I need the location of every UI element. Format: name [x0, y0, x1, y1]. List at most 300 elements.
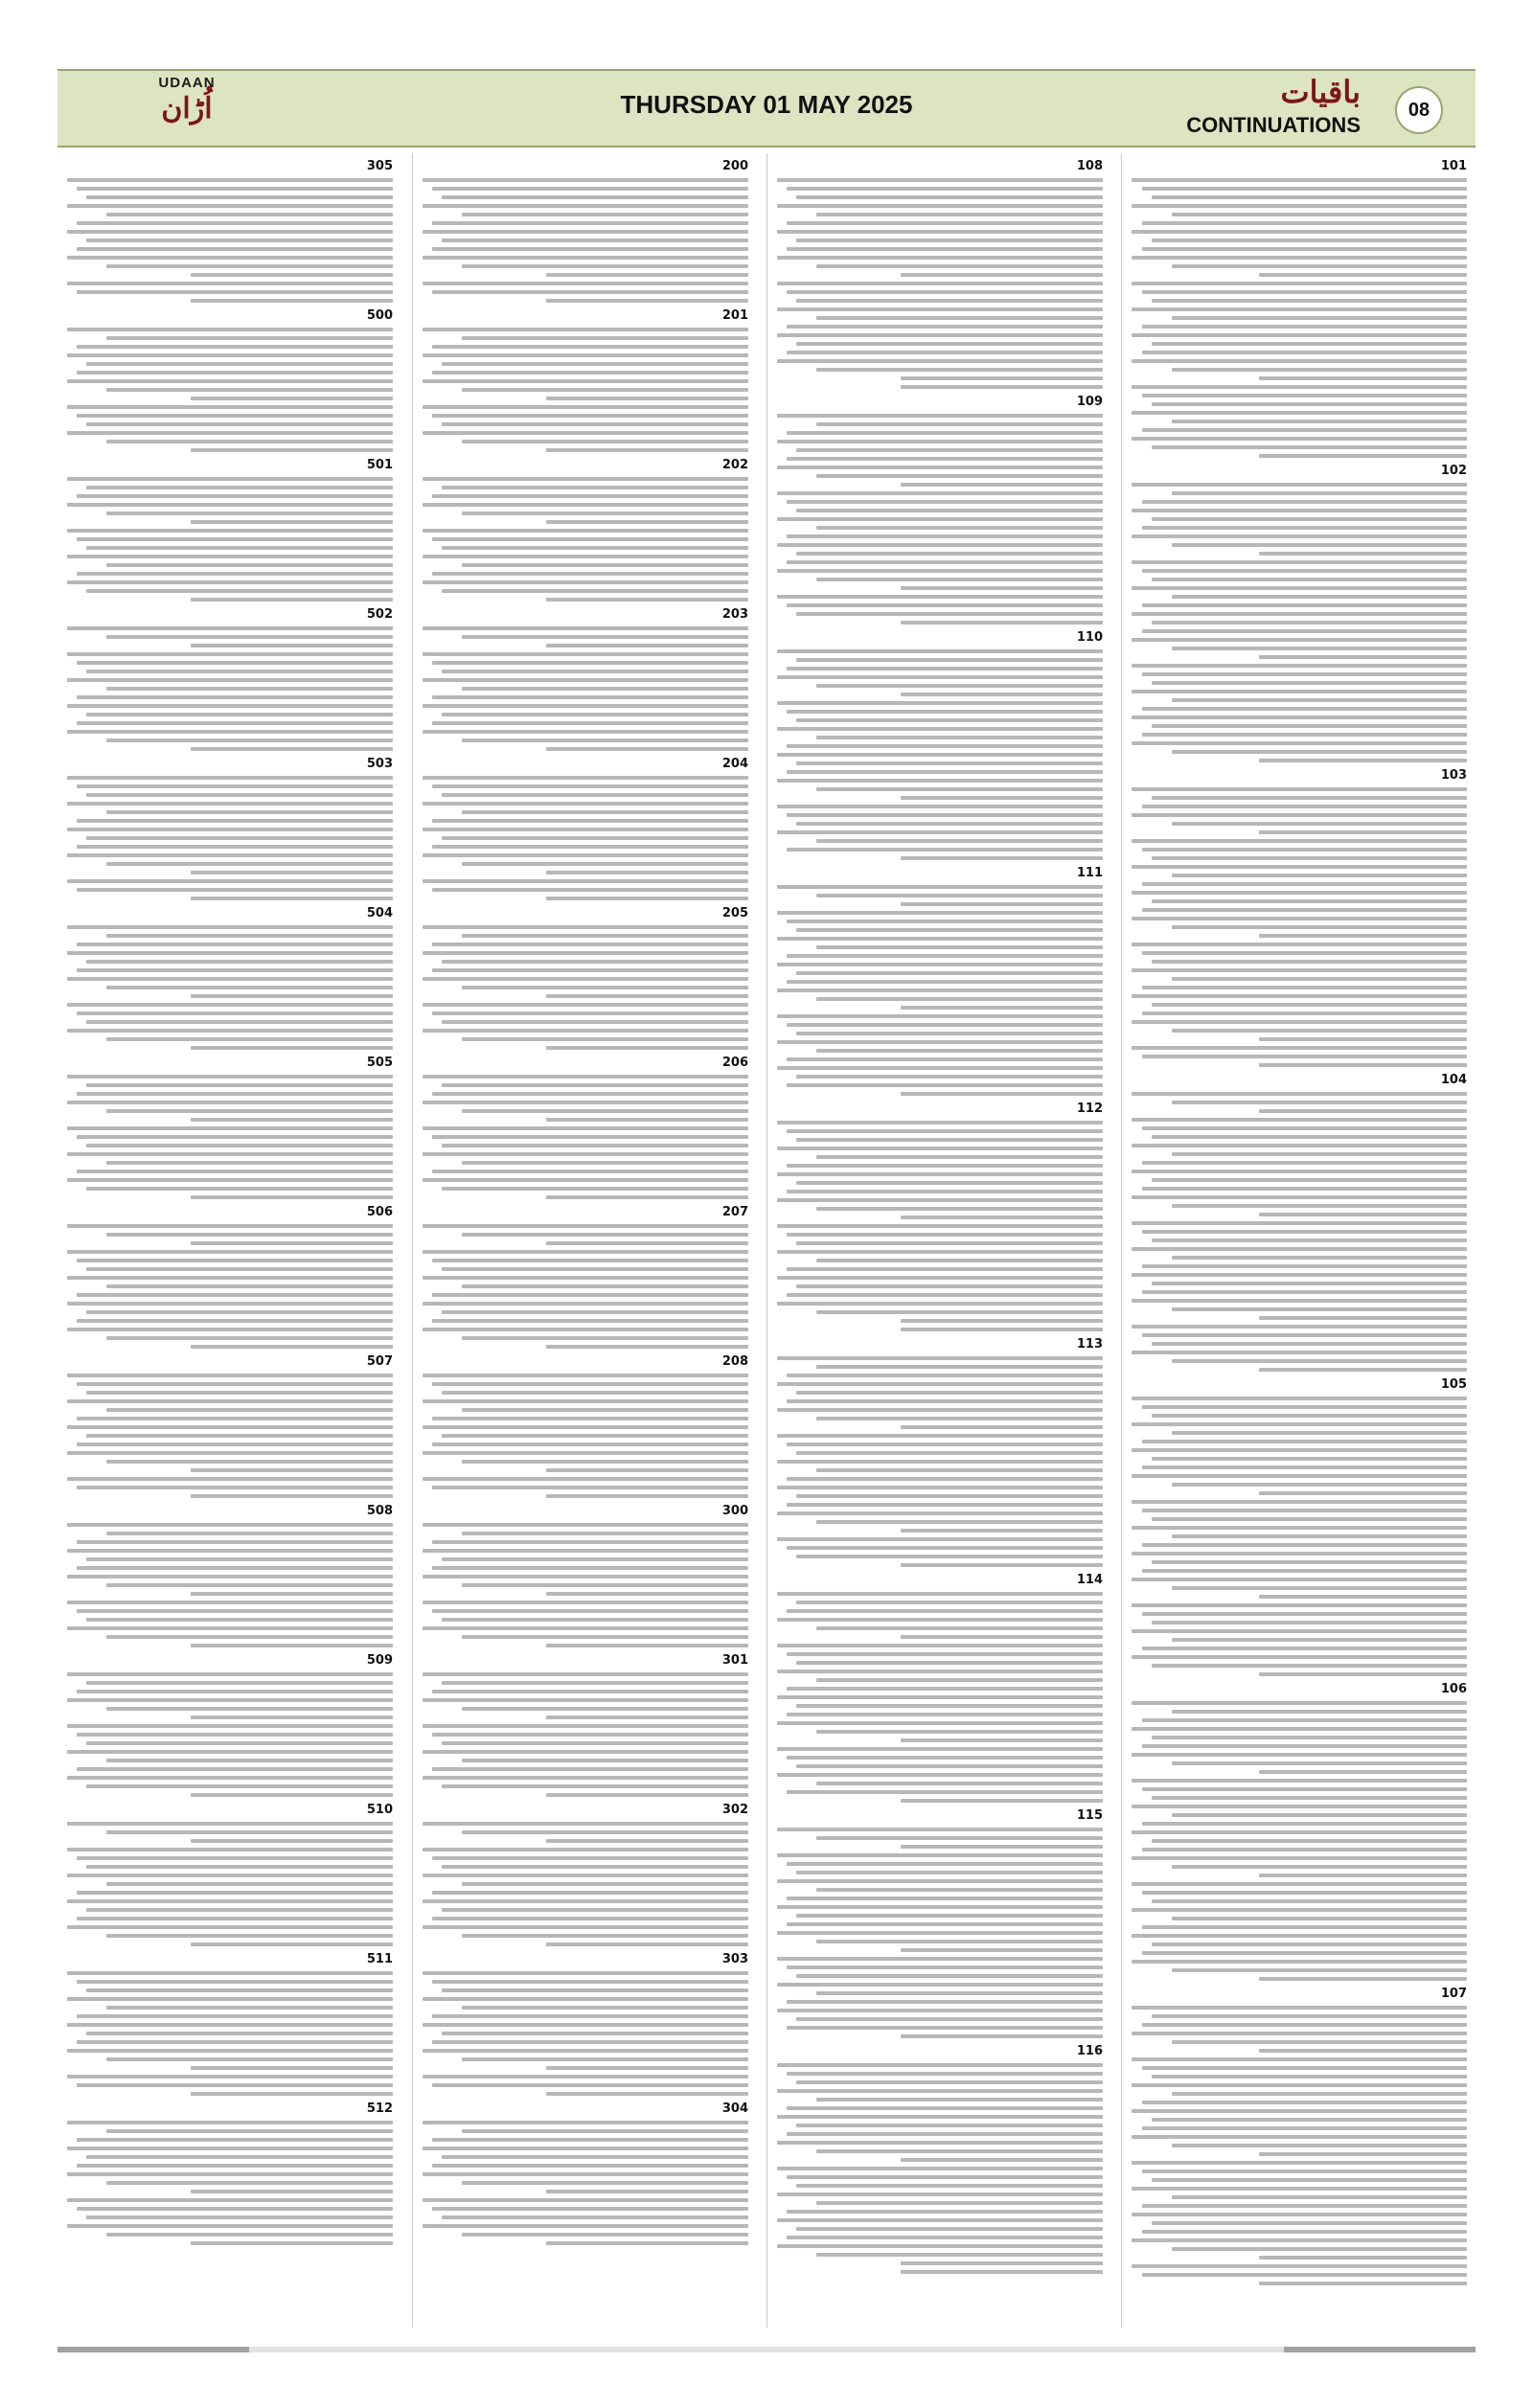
- text-line: [1142, 1925, 1468, 1929]
- text-line: [1259, 1770, 1467, 1774]
- column-4: [1121, 153, 1476, 2328]
- text-line: [67, 802, 393, 806]
- text-line: [423, 678, 748, 682]
- text-line: [1259, 1874, 1467, 1877]
- text-line: [1142, 603, 1468, 607]
- text-line: [816, 213, 1103, 216]
- text-line: [423, 1451, 748, 1455]
- text-line: [546, 644, 748, 647]
- text-line: [1152, 1135, 1467, 1139]
- text-line: [432, 2207, 748, 2211]
- text-line: [777, 805, 1103, 808]
- text-line: [787, 1164, 1103, 1168]
- text-line: [777, 2009, 1103, 2012]
- text-line: [1152, 578, 1467, 581]
- section-number: 500: [366, 308, 393, 323]
- text-line: [777, 359, 1103, 363]
- text-line: [1132, 2135, 1467, 2139]
- text-line: [423, 2023, 748, 2027]
- text-line: [816, 736, 1103, 739]
- text-line: [86, 1083, 393, 1087]
- text-line: [787, 2106, 1103, 2110]
- text-line: [77, 1417, 393, 1420]
- text-line: [432, 1135, 748, 1139]
- text-line: [1259, 1316, 1467, 1320]
- text-line: [1259, 2049, 1467, 2053]
- text-line: [1142, 1509, 1468, 1512]
- text-line: [777, 2167, 1103, 2170]
- text-line: [1132, 1830, 1467, 1834]
- text-line: [423, 2224, 748, 2228]
- text-line: [423, 1672, 748, 1676]
- text-line: [1132, 1526, 1467, 1530]
- section-number: 112: [1076, 1102, 1103, 1116]
- text-line: [191, 520, 393, 524]
- text-line: [1142, 1822, 1468, 1826]
- section-number: 200: [721, 159, 748, 173]
- text-line: [777, 1198, 1103, 1202]
- text-line: [67, 2049, 393, 2053]
- text-line: [423, 230, 748, 234]
- text-line: [67, 1276, 393, 1280]
- text-line: [1142, 2230, 1468, 2234]
- text-line: [546, 747, 748, 751]
- text-line: [787, 2210, 1103, 2214]
- text-line: [796, 1601, 1103, 1604]
- text-line: [442, 1557, 748, 1561]
- text-line: [777, 1040, 1103, 1044]
- text-line: [1152, 1178, 1467, 1182]
- text-line: [77, 1917, 393, 1920]
- text-line: [796, 1032, 1103, 1035]
- text-line: [796, 1764, 1103, 1768]
- text-line: [462, 862, 748, 866]
- text-line: [432, 2138, 748, 2142]
- text-line: [901, 1635, 1103, 1639]
- text-line: [423, 828, 748, 831]
- text-line: [423, 503, 748, 507]
- text-line: [67, 1925, 393, 1929]
- text-line: [787, 1503, 1103, 1507]
- text-line: [442, 486, 748, 489]
- text-line: [1142, 882, 1468, 886]
- text-line: [462, 264, 748, 268]
- text-line: [67, 951, 393, 955]
- text-line: [67, 925, 393, 929]
- text-line: [1152, 1899, 1467, 1903]
- text-line: [901, 1006, 1103, 1010]
- text-line: [787, 221, 1103, 225]
- text-line: [1132, 1552, 1467, 1556]
- text-line: [901, 1799, 1103, 1803]
- text-line: [423, 730, 748, 734]
- text-line: [67, 2023, 393, 2027]
- text-line: [67, 1425, 393, 1429]
- text-line: [423, 1750, 748, 1754]
- text-line: [787, 770, 1103, 774]
- section-number: 305: [366, 159, 393, 173]
- text-line: [816, 1782, 1103, 1785]
- text-line: [86, 1020, 393, 1024]
- text-line: [67, 555, 393, 558]
- text-line: [67, 853, 393, 857]
- text-line: [546, 520, 748, 524]
- text-line: [787, 351, 1103, 354]
- text-line: [1172, 316, 1467, 320]
- text-line: [1152, 517, 1467, 521]
- text-line: [1142, 500, 1468, 504]
- text-line: [432, 1486, 748, 1489]
- text-line: [442, 2032, 748, 2035]
- text-line: [1259, 934, 1467, 938]
- text-line: [1142, 1718, 1468, 1722]
- text-line: [1132, 1960, 1467, 1964]
- text-line: [67, 2147, 393, 2150]
- text-line: [787, 2026, 1103, 2030]
- text-line: [787, 848, 1103, 852]
- text-line: [901, 1319, 1103, 1323]
- text-line: [1152, 899, 1467, 903]
- text-line: [777, 779, 1103, 783]
- text-line: [1132, 1727, 1467, 1731]
- text-line: [1142, 951, 1468, 955]
- text-line: [77, 1980, 393, 1984]
- text-line: [462, 1408, 748, 1412]
- text-line: [77, 187, 393, 191]
- text-line: [423, 1848, 748, 1851]
- text-line: [106, 1934, 393, 1938]
- text-line: [423, 704, 748, 708]
- text-line: [442, 1784, 748, 1788]
- text-line: [423, 951, 748, 955]
- text-line: [77, 1092, 393, 1096]
- text-line: [191, 1644, 393, 1647]
- section-number: 208: [721, 1354, 748, 1369]
- text-line: [777, 1721, 1103, 1725]
- text-line: [423, 1822, 748, 1826]
- text-line: [86, 1267, 393, 1271]
- text-line: [77, 1443, 393, 1446]
- text-line: [1142, 247, 1468, 251]
- text-line: [546, 1118, 748, 1122]
- text-line: [1152, 681, 1467, 685]
- text-line: [1172, 1101, 1467, 1104]
- text-line: [816, 2098, 1103, 2101]
- text-line: [423, 1874, 748, 1877]
- text-line: [787, 1023, 1103, 1027]
- text-line: [106, 635, 393, 639]
- text-line: [787, 1233, 1103, 1237]
- text-line: [106, 687, 393, 691]
- text-line: [816, 1626, 1103, 1630]
- text-line: [432, 1319, 748, 1323]
- text-line: [1132, 813, 1467, 817]
- text-line: [1172, 264, 1467, 268]
- text-line: [67, 431, 393, 435]
- text-line: [901, 1092, 1103, 1096]
- text-line: [777, 1250, 1103, 1254]
- text-line: [1172, 2247, 1467, 2251]
- section-number: 114: [1076, 1573, 1103, 1587]
- text-line: [1152, 1457, 1467, 1461]
- text-line: [432, 968, 748, 972]
- text-line: [777, 753, 1103, 757]
- text-line: [442, 793, 748, 797]
- section-number: 503: [366, 757, 393, 771]
- text-line: [787, 1756, 1103, 1760]
- text-line: [1142, 1333, 1468, 1337]
- text-line: [546, 1942, 748, 1946]
- text-line: [423, 1549, 748, 1553]
- text-line: [423, 431, 748, 435]
- text-line: [432, 345, 748, 349]
- text-line: [796, 2017, 1103, 2021]
- text-line: [1132, 1195, 1467, 1199]
- text-line: [106, 2233, 393, 2237]
- text-line: [106, 1532, 393, 1535]
- text-line: [462, 1161, 748, 1165]
- text-line: [1259, 1037, 1467, 1041]
- brand-logo: [125, 75, 249, 127]
- section-number: 108: [1076, 159, 1103, 173]
- text-line: [1142, 1465, 1468, 1469]
- text-line: [1152, 1796, 1467, 1800]
- text-line: [787, 1083, 1103, 1087]
- text-line: [1132, 1351, 1467, 1354]
- text-line: [77, 1319, 393, 1323]
- text-line: [546, 2241, 748, 2245]
- text-line: [1132, 787, 1467, 791]
- text-line: [67, 776, 393, 780]
- text-line: [1152, 796, 1467, 800]
- text-line: [106, 440, 393, 443]
- text-line: [1172, 1813, 1467, 1817]
- text-line: [1132, 917, 1467, 920]
- section-number: 302: [721, 1803, 748, 1817]
- text-line: [106, 1408, 393, 1412]
- text-line: [423, 1152, 748, 1156]
- text-line: [1142, 394, 1468, 398]
- text-line: [1142, 187, 1468, 191]
- text-line: [67, 1178, 393, 1182]
- text-line: [432, 247, 748, 251]
- text-line: [462, 738, 748, 742]
- text-line: [1152, 960, 1467, 964]
- text-line: [1259, 1109, 1467, 1113]
- text-line: [1132, 385, 1467, 389]
- text-line: [816, 1155, 1103, 1159]
- text-line: [1132, 282, 1467, 285]
- text-line: [777, 543, 1103, 547]
- text-line: [1172, 1586, 1467, 1590]
- text-line: [777, 988, 1103, 992]
- text-line: [777, 256, 1103, 260]
- text-line: [106, 1336, 393, 1340]
- text-line: [787, 744, 1103, 748]
- text-line: [777, 1224, 1103, 1228]
- text-line: [1259, 655, 1467, 659]
- text-line: [1142, 1787, 1468, 1791]
- text-line: [462, 1109, 748, 1113]
- section-number: 510: [366, 1803, 393, 1817]
- section-title-english: CONTINUATIONS: [1186, 113, 1361, 137]
- text-line: [777, 1356, 1103, 1360]
- text-line: [1172, 698, 1467, 702]
- text-line: [423, 405, 748, 409]
- text-line: [1259, 1595, 1467, 1599]
- text-line: [67, 580, 393, 584]
- text-line: [106, 2181, 393, 2185]
- text-line: [442, 713, 748, 716]
- text-line: [901, 2261, 1103, 2265]
- text-line: [787, 500, 1103, 504]
- text-line: [901, 1328, 1103, 1331]
- text-line: [191, 1715, 393, 1719]
- section-number: 106: [1440, 1682, 1467, 1696]
- text-line: [1132, 664, 1467, 668]
- text-line: [796, 1871, 1103, 1874]
- brand-name-english: UDAAN: [158, 75, 216, 91]
- text-line: [546, 994, 748, 998]
- text-line: [816, 1310, 1103, 1314]
- text-line: [86, 1391, 393, 1395]
- text-line: [777, 414, 1103, 418]
- text-line: [816, 474, 1103, 478]
- text-line: [462, 1934, 748, 1938]
- text-line: [432, 371, 748, 375]
- text-line: [442, 1310, 748, 1314]
- text-line: [191, 2066, 393, 2070]
- text-line: [1152, 1736, 1467, 1739]
- text-line: [1142, 1230, 1468, 1234]
- text-line: [67, 1698, 393, 1702]
- text-line: [816, 1888, 1103, 1892]
- text-line: [1142, 1891, 1468, 1895]
- text-line: [67, 1997, 393, 2001]
- text-line: [787, 920, 1103, 923]
- text-line: [67, 1626, 393, 1630]
- text-line: [67, 282, 393, 285]
- text-line: [442, 422, 748, 426]
- text-line: [432, 1259, 748, 1262]
- text-line: [796, 448, 1103, 452]
- text-line: [1132, 1046, 1467, 1050]
- text-line: [77, 721, 393, 725]
- text-line: [1132, 2264, 1467, 2268]
- text-line: [901, 693, 1103, 696]
- text-line: [1172, 1483, 1467, 1487]
- text-line: [777, 1644, 1103, 1647]
- text-line: [816, 945, 1103, 949]
- text-line: [1132, 1299, 1467, 1303]
- section-number: 501: [366, 458, 393, 472]
- text-line: [432, 1767, 748, 1771]
- text-line: [423, 879, 748, 883]
- text-line: [77, 1540, 393, 1544]
- text-line: [191, 1942, 393, 1946]
- text-line: [777, 1905, 1103, 1909]
- text-line: [77, 537, 393, 541]
- text-line: [796, 2227, 1103, 2231]
- text-line: [423, 2049, 748, 2053]
- text-line: [442, 1144, 748, 1147]
- text-line: [1132, 1500, 1467, 1504]
- text-line: [1132, 483, 1467, 487]
- text-line: [777, 333, 1103, 337]
- text-line: [432, 1566, 748, 1570]
- text-line: [796, 822, 1103, 826]
- text-line: [787, 1687, 1103, 1691]
- text-line: [423, 282, 748, 285]
- text-line: [1259, 1672, 1467, 1676]
- text-line: [777, 1121, 1103, 1124]
- text-line: [816, 684, 1103, 688]
- text-line: [1142, 351, 1468, 354]
- text-line: [432, 1092, 748, 1096]
- text-line: [816, 1836, 1103, 1840]
- text-line: [1142, 2204, 1468, 2208]
- text-line: [432, 290, 748, 294]
- text-line: [787, 710, 1103, 714]
- text-line: [796, 1494, 1103, 1498]
- text-line: [1132, 2238, 1467, 2242]
- text-line: [777, 1957, 1103, 1961]
- text-line: [86, 1908, 393, 1912]
- text-line: [191, 1468, 393, 1472]
- text-line: [901, 1425, 1103, 1429]
- text-line: [442, 362, 748, 366]
- text-line: [191, 397, 393, 400]
- text-line: [67, 2224, 393, 2228]
- text-line: [77, 2164, 393, 2168]
- text-line: [67, 1126, 393, 1130]
- text-line: [901, 273, 1103, 277]
- text-line: [1132, 1020, 1467, 1024]
- text-line: [432, 1609, 748, 1613]
- text-line: [191, 1118, 393, 1122]
- text-line: [432, 494, 748, 498]
- text-line: [1132, 586, 1467, 590]
- text-line: [796, 1138, 1103, 1142]
- text-line: [462, 1284, 748, 1288]
- text-line: [442, 1020, 748, 1024]
- text-line: [816, 997, 1103, 1001]
- text-line: [1259, 830, 1467, 834]
- text-line: [77, 1856, 393, 1860]
- text-line: [787, 1057, 1103, 1061]
- text-line: [1172, 977, 1467, 981]
- text-line: [796, 1241, 1103, 1245]
- text-line: [67, 328, 393, 331]
- section-number: 505: [366, 1056, 393, 1070]
- text-line: [1142, 428, 1468, 432]
- text-line: [1259, 273, 1467, 277]
- text-line: [77, 221, 393, 225]
- text-line: [67, 178, 393, 182]
- text-line: [67, 1374, 393, 1377]
- text-line: [796, 2124, 1103, 2127]
- text-line: [77, 695, 393, 699]
- text-line: [901, 2034, 1103, 2038]
- text-line: [462, 1037, 748, 1041]
- text-line: [442, 960, 748, 964]
- text-line: [106, 1109, 393, 1113]
- text-line: [67, 1776, 393, 1780]
- text-line: [77, 494, 393, 498]
- text-line: [432, 537, 748, 541]
- text-line: [423, 1224, 748, 1228]
- text-line: [546, 448, 748, 452]
